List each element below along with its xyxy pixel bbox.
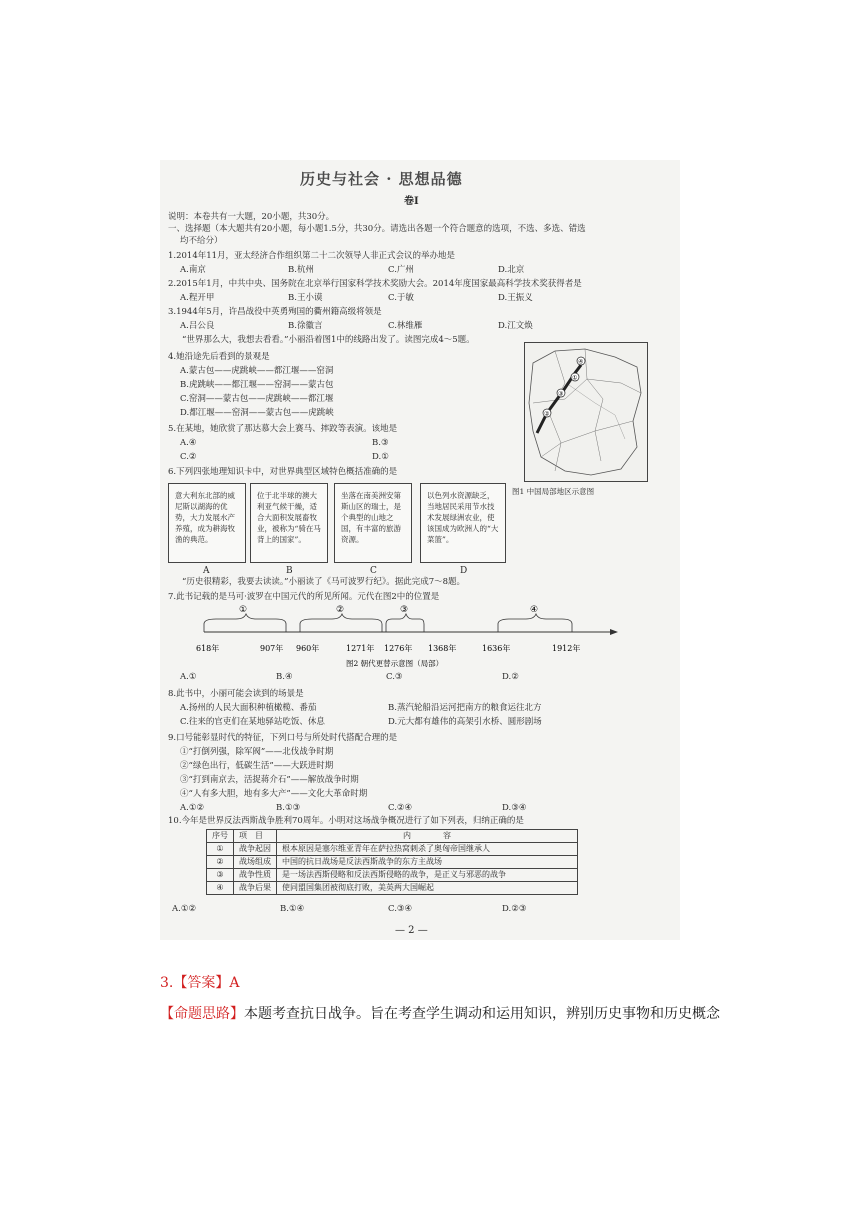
table-cell: 中国的抗日战场是反法西斯战争的东方主战场	[277, 856, 578, 869]
map-mark: ①	[572, 374, 578, 382]
question-5-stem: 5.在某地，她欣赏了那达慕大会上赛马、摔跤等表演。该地是	[168, 424, 398, 434]
card-letter: B	[286, 566, 293, 576]
option: A.①②	[180, 803, 205, 813]
map-mark: ③	[558, 390, 564, 398]
timeline-mark: ③	[400, 605, 409, 615]
timeline-year: 618年	[196, 644, 220, 653]
timeline-year: 1271年	[346, 644, 375, 653]
question-6-stem: 6.下列四张地理知识卡中，对世界典型区域特色概括准确的是	[168, 467, 398, 477]
answer-label: 3.【答案】	[160, 975, 230, 991]
option: B.徐徽言	[288, 321, 323, 331]
exam-volume: 卷Ⅰ	[404, 196, 419, 207]
timeline-drawing	[196, 604, 620, 670]
option: A.①	[180, 672, 197, 682]
option: D.③④	[502, 803, 527, 813]
option: A.④	[180, 438, 197, 448]
map-mark: ④	[578, 358, 584, 366]
card-letter: C	[370, 566, 377, 576]
option: C.广州	[388, 265, 414, 275]
option: C.②④	[388, 803, 413, 813]
option: B.④	[276, 672, 293, 682]
question-1-stem: 1.2014年11月，亚太经济合作组织第二十二次领导人非正式会议的举办地是	[168, 251, 456, 261]
war-summary-table	[206, 829, 578, 895]
knowledge-card-a: 意大利东北部的威尼斯以湖海的优势，大力发展水产养殖，成为耕海牧渔的典范。	[168, 483, 246, 563]
intro-7-8: “历史很精彩，我要去读读。”小丽读了《马可波罗行纪》。据此完成7～8题。	[182, 577, 466, 587]
question-7-stem: 7.此书记载的是马可·波罗在中国元代的所见所闻。元代在图2中的位置是	[168, 592, 440, 602]
timeline-year: 1912年	[552, 644, 581, 653]
slogan-item: ④“人有多大胆，地有多大产”——文化大革命时期	[180, 789, 368, 799]
question-4-stem: 4.她沿途先后看到的景观是	[168, 352, 270, 362]
option: B.王小谟	[288, 293, 323, 303]
table-cell: 根本原因是塞尔维亚青年在萨拉热窝刺杀了奥匈帝国继承人	[277, 843, 578, 856]
table-cell: 战争性质	[234, 869, 277, 882]
option: D.元大都有雄伟的高架引水桥、圆形剧场	[388, 717, 542, 727]
question-3-stem: 3.1944年5月，许昌战役中英勇殉国的衢州籍高级将领是	[168, 307, 382, 317]
section-heading: 一、选择题（本大题共有20小题，每小题1.5分，共30分。请选出各题一个符合题意的选项，不选、多选、错选	[168, 224, 586, 234]
option: B.①③	[276, 803, 301, 813]
table-header: 序号	[207, 830, 234, 843]
knowledge-card-d: 以色列水资源缺乏，当地居民采用节水技术发展绿洲农业，使该国成为欧洲人的“大菜篮”。	[420, 483, 506, 563]
option: C.往来的官吏们在某地驿站吃饭、休息	[180, 717, 325, 727]
timeline-year: 1276年	[384, 644, 413, 653]
option: D.北京	[498, 265, 525, 275]
slogan-item: ①“打倒列强，除军阀”——北伐战争时期	[180, 747, 334, 757]
option: D.王振义	[498, 293, 533, 303]
option: D.都江堰——窑洞——蒙古包——虎跳峡	[180, 408, 334, 418]
section-heading-cont: 均不给分）	[180, 236, 223, 246]
map-caption: 图1 中国局部地区示意图	[512, 487, 595, 496]
option: B.杭州	[288, 265, 314, 275]
option: D.江文焕	[498, 321, 533, 331]
option: C.③	[386, 672, 403, 682]
question-8-stem: 8.此书中，小丽可能会读到的场景是	[168, 689, 304, 699]
table-cell: ④	[207, 882, 234, 895]
timeline-mark: ①	[239, 605, 248, 615]
knowledge-card-c: 坐落在南美洲安第斯山区的瑞士，是个典型的山地之国，有丰富的旅游资源。	[334, 483, 412, 563]
card-letter: A	[203, 566, 210, 576]
option: B.③	[372, 438, 389, 448]
table-cell: ③	[207, 869, 234, 882]
answer-value: A	[229, 975, 240, 991]
timeline-caption: 图2 朝代更替示意图（局部）	[346, 659, 444, 668]
table-row	[207, 843, 578, 856]
timeline-mark: ④	[530, 605, 539, 615]
analysis-text: 本题考查抗日战争。旨在考查学生调动和运用知识，辨别历史事物和历史概念	[244, 1006, 720, 1022]
table-header-row	[207, 830, 578, 843]
option: A.程开甲	[180, 293, 215, 303]
slogan-item: ③“打到南京去，活捉蒋介石”——解放战争时期	[180, 775, 359, 785]
table-cell: 战争起因	[234, 843, 277, 856]
card-letter: D	[460, 566, 468, 576]
china-region-map	[524, 342, 648, 482]
table-header: 项 目	[234, 830, 277, 843]
option: C.③④	[388, 904, 413, 914]
option: B.①④	[280, 904, 305, 914]
question-2-stem: 2.2015年1月，中共中央、国务院在北京举行国家科学技术奖励大会。2014年度国家最高科学技术奖获得者是	[168, 279, 582, 289]
timeline-year: 907年	[260, 644, 284, 653]
table-row	[207, 869, 578, 882]
option: C.林维雁	[388, 321, 423, 331]
option: C.窑洞——蒙古包——虎跳峡——都江堰	[180, 394, 334, 404]
option: D.①	[372, 452, 389, 462]
option: B.蒸汽轮船沿运河把南方的粮食运往北方	[388, 703, 542, 713]
analysis-line	[160, 1003, 720, 1023]
slogan-item: ②“绿色出行，低碳生活”——大跃进时期	[180, 761, 334, 771]
option: B.虎跳峡——都江堰——窑洞——蒙古包	[180, 380, 334, 390]
timeline-year: 1368年	[428, 644, 457, 653]
dynasty-timeline	[196, 604, 620, 670]
answer-line	[160, 972, 239, 992]
table-cell: ①	[207, 843, 234, 856]
table-cell: ②	[207, 856, 234, 869]
instructions: 说明：本卷共有一大题，20小题，共30分。	[168, 212, 335, 222]
table-cell: 战场组成	[234, 856, 277, 869]
table-cell: 使同盟国集团被彻底打败，美英两大国崛起	[277, 882, 578, 895]
timeline-year: 960年	[296, 644, 320, 653]
option: A.扬州的人民大面积种植橄榄、番茄	[180, 703, 317, 713]
question-9-stem: 9.口号能彰显时代的特征，下列口号与所处时代搭配合理的是	[168, 733, 398, 743]
table-header: 内 容	[277, 830, 578, 843]
option: D.②③	[502, 904, 527, 914]
table-cell: 战争后果	[234, 882, 277, 895]
option: C.于敏	[388, 293, 414, 303]
map-drawing	[525, 343, 647, 481]
map-mark: ②	[544, 410, 550, 418]
option: A.吕公良	[180, 321, 215, 331]
table-row	[207, 882, 578, 895]
knowledge-card-b: 位于北半球的澳大利亚气候干燥，适合大面积发展畜牧业，被称为“骑在马背上的国家”。	[250, 483, 328, 563]
option: D.②	[502, 672, 519, 682]
exam-title: 历史与社会 · 思想品德	[300, 170, 463, 188]
question-10-stem: 10.今年是世界反法西斯战争胜利70周年。小明对这场战争概况进行了如下列表，归纳正确的是	[168, 816, 524, 826]
option: A.①②	[172, 904, 197, 914]
option: C.②	[180, 452, 197, 462]
page-number: — 2 —	[395, 925, 428, 936]
option: A.蒙古包——虎跳峡——都江堰——窑洞	[180, 366, 334, 376]
timeline-mark: ②	[336, 605, 345, 615]
timeline-year: 1636年	[482, 644, 511, 653]
table-row	[207, 856, 578, 869]
option: A.南京	[180, 265, 206, 275]
table-cell: 是一场法西斯侵略和反法西斯侵略的战争，是正义与邪恶的战争	[277, 869, 578, 882]
intro-4-5: “世界那么大，我想去看看。”小丽沿着图1中的线路出发了。读图完成4～5题。	[182, 335, 475, 345]
analysis-label: 【命题思路】	[160, 1006, 244, 1022]
